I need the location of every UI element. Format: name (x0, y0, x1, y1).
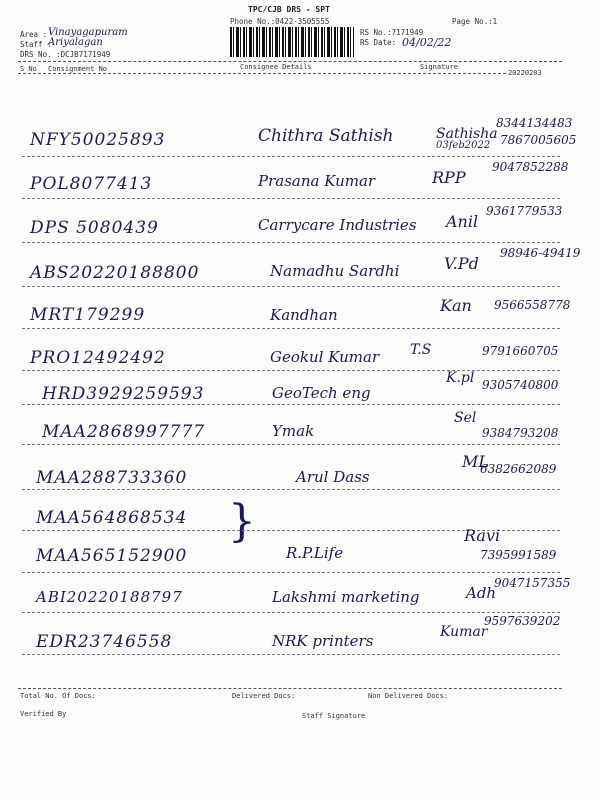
row-divider (22, 654, 560, 655)
consignment-number: MAA564868534 (36, 508, 188, 528)
signature: K.pl (446, 370, 475, 386)
consignee-name: Arul Dass (296, 468, 370, 486)
row-divider (22, 489, 560, 490)
rs-date-value: 04/02/22 (402, 36, 452, 49)
consignment-number: PRO12492492 (30, 348, 166, 368)
row-divider (22, 572, 560, 573)
phone-number-handwritten: 6382662089 (480, 462, 557, 476)
area-label: Area : (20, 30, 48, 39)
phone-number-handwritten: 9566558778 (494, 298, 571, 312)
signature: RPP (432, 168, 466, 187)
col-sno: S No (20, 65, 37, 73)
delivery-date-note: 03feb2022 (436, 140, 491, 151)
signature: Adh (466, 584, 497, 602)
col-date-code: 20220203 (508, 69, 542, 77)
consignee-name: Namadhu Sardhi (270, 262, 400, 280)
consignment-number: ABI20220188797 (36, 588, 183, 606)
phone-number-handwritten: 9047852288 (492, 160, 569, 174)
row-divider (22, 328, 560, 329)
header-bottom-rule (18, 73, 506, 74)
total-docs-label: Total No. Of Docs: (20, 692, 96, 700)
col-consignee: Consignee Details (240, 63, 312, 71)
row-divider (22, 370, 560, 371)
signature: T.S (410, 342, 432, 358)
verified-by-label: Verified By (20, 710, 67, 718)
rs-number: RS No.:7171949 (360, 28, 424, 37)
phone-number-handwritten: 8344134483 (496, 116, 573, 130)
consignment-number: MRT179299 (30, 305, 146, 325)
consignee-name: Carrycare Industries (258, 216, 417, 234)
consignee-name: Kandhan (270, 306, 338, 324)
staff-value: Ariyalagan (48, 37, 103, 48)
phone-number-handwritten: 7395991589 (480, 548, 557, 562)
row-divider (22, 444, 560, 445)
row-divider (22, 198, 560, 199)
phone-number-handwritten: 9597639202 (484, 614, 561, 628)
consignment-number: ABS20220188800 (30, 263, 200, 283)
phone-number-handwritten: 9305740800 (482, 378, 559, 392)
document-title: TPC/CJB DRS - SPT (248, 5, 330, 14)
consignment-number: MAA2868997777 (42, 422, 206, 442)
consignee-name: Lakshmi marketing (272, 588, 420, 606)
barcode (230, 27, 354, 57)
col-signature: Signature (420, 63, 458, 71)
consignment-number: MAA565152900 (36, 546, 188, 566)
row-divider (22, 612, 560, 613)
consignee-name: Ymak (272, 422, 315, 440)
consignment-number: POL8077413 (30, 174, 153, 194)
signature: ML (462, 452, 490, 471)
signature: V.Pd (444, 254, 479, 273)
signature: Kumar (440, 624, 488, 640)
signature: Anil (446, 212, 479, 231)
consignment-number: EDR23746558 (36, 632, 173, 652)
consignment-number: HRD3929259593 (42, 384, 205, 404)
consignee-name: NRK printers (272, 632, 374, 650)
consignment-number: NFY50025893 (30, 130, 166, 150)
consignee-name: Prasana Kumar (258, 172, 376, 190)
bracket-mark: } (228, 496, 256, 547)
footer-top-rule (18, 688, 562, 689)
phone-number-handwritten: 9791660705 (482, 344, 559, 358)
drs-number: DRS No. :DCJB7171949 (20, 50, 111, 59)
consignee-name: GeoTech eng (272, 384, 371, 402)
row-divider (22, 156, 560, 157)
signature: Sathisha (436, 126, 498, 142)
phone-number: Phone No.:0422-3505555 (230, 17, 330, 26)
staff-signature-label: Staff Signature (302, 712, 366, 720)
phone-number-handwritten: 98946-49419 (500, 246, 581, 260)
consignee-name: Geokul Kumar (270, 348, 380, 366)
non-delivered-docs-label: Non Delivered Docs: (368, 692, 449, 700)
signature: Ravi (464, 526, 501, 545)
area-value: Vinayagapuram (48, 27, 128, 38)
delivered-docs-label: Delivered Docs: (232, 692, 296, 700)
consignee-name: R.P.Life (286, 544, 344, 562)
row-divider (22, 286, 560, 287)
staff-label: Staff : (20, 40, 52, 49)
signature: Kan (440, 296, 472, 315)
row-divider (22, 404, 560, 405)
phone-number-handwritten: 9361779533 (486, 204, 563, 218)
col-consignment: Consignment No (48, 65, 108, 73)
phone-number-handwritten: 7867005605 (500, 133, 577, 147)
consignment-number: MAA288733360 (36, 468, 188, 488)
consignee-name: Chithra Sathish (258, 126, 394, 146)
phone-number-handwritten: 9384793208 (482, 426, 559, 440)
rs-date-label: RS Date: (360, 38, 397, 47)
row-divider (22, 242, 560, 243)
page-number: Page No.:1 (452, 17, 498, 26)
header-top-rule (18, 61, 562, 62)
signature: Sel (454, 410, 477, 426)
consignment-number: DPS 5080439 (30, 218, 159, 238)
phone-number-handwritten: 9047157355 (494, 576, 571, 590)
